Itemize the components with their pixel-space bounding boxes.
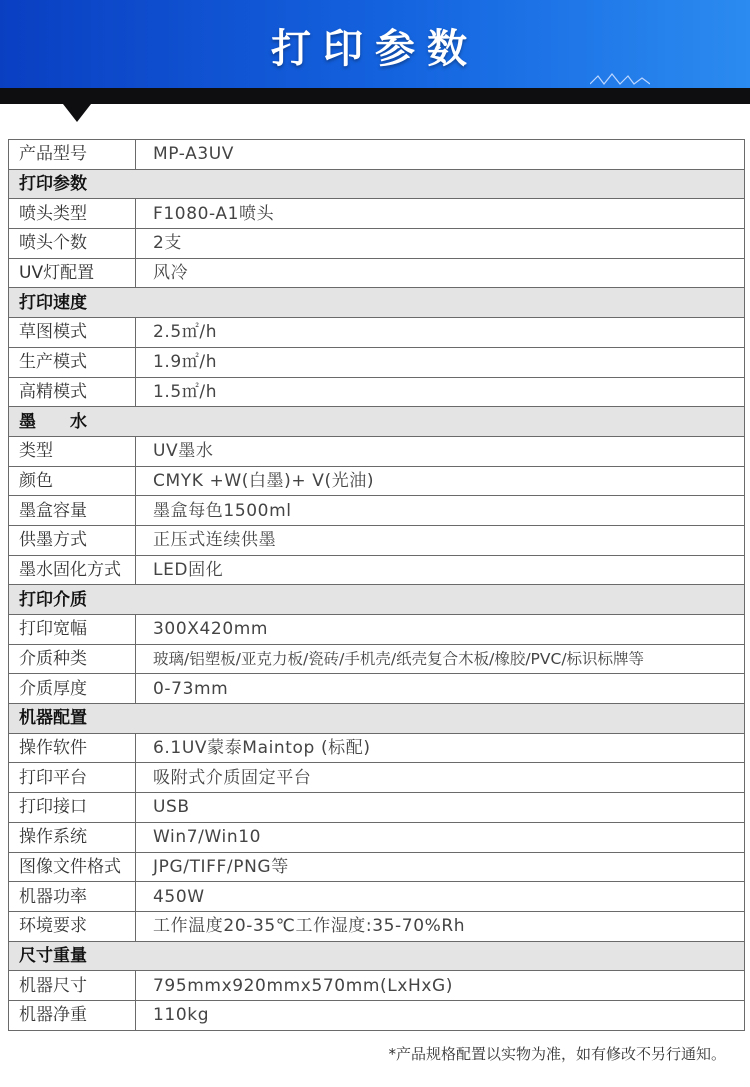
spec-row bbox=[9, 199, 745, 229]
spec-value: 玻璃/铝塑板/亚克力板/瓷砖/手机壳/纸壳复合木板/橡胶/PVC/标识标牌等 bbox=[136, 644, 745, 674]
spec-value: Win7/Win10 bbox=[136, 822, 745, 852]
spec-key: 生产模式 bbox=[9, 347, 136, 377]
section-title: 尺寸重量 bbox=[9, 941, 745, 971]
header-notch-icon bbox=[63, 104, 91, 122]
spec-key: 操作系统 bbox=[9, 822, 136, 852]
spec-value: MP-A3UV bbox=[136, 140, 745, 170]
spec-value: 吸附式介质固定平台 bbox=[136, 763, 745, 793]
spec-value: USB bbox=[136, 793, 745, 823]
spec-key: 操作软件 bbox=[9, 733, 136, 763]
spec-value: LED固化 bbox=[136, 555, 745, 585]
spec-value: CMYK +W(白墨)+ V(光油) bbox=[136, 466, 745, 496]
page-header bbox=[0, 0, 750, 88]
spec-value: 正压式连续供墨 bbox=[136, 525, 745, 555]
section-title: 墨 水 bbox=[9, 407, 745, 437]
spec-value: 墨盒每色1500ml bbox=[136, 496, 745, 526]
section-title: 机器配置 bbox=[9, 704, 745, 734]
footnote: *产品规格配置以实物为准，如有修改不另行通知。 bbox=[388, 1045, 726, 1063]
spec-row bbox=[9, 229, 745, 259]
section-title: 打印速度 bbox=[9, 288, 745, 318]
spec-key: 打印接口 bbox=[9, 793, 136, 823]
spec-value: 6.1UV蒙泰Maintop (标配) bbox=[136, 733, 745, 763]
spec-row bbox=[9, 377, 745, 407]
spec-key: 打印宽幅 bbox=[9, 615, 136, 645]
spec-value: 0-73mm bbox=[136, 674, 745, 704]
spec-value: 300X420mm bbox=[136, 615, 745, 645]
spec-value: 795mmx920mmx570mm(LxHxG) bbox=[136, 971, 745, 1001]
spec-row bbox=[9, 140, 745, 170]
spec-row bbox=[9, 525, 745, 555]
spec-value: UV墨水 bbox=[136, 436, 745, 466]
spec-key: 喷头个数 bbox=[9, 229, 136, 259]
spec-key: 介质厚度 bbox=[9, 674, 136, 704]
spec-key: 高精模式 bbox=[9, 377, 136, 407]
section-header-row bbox=[9, 169, 745, 199]
spec-key: 墨水固化方式 bbox=[9, 555, 136, 585]
spec-value: 450W bbox=[136, 882, 745, 912]
spec-value: 110kg bbox=[136, 1000, 745, 1030]
spec-value: 风冷 bbox=[136, 258, 745, 288]
spec-row bbox=[9, 763, 745, 793]
spec-value: JPG/TIFF/PNG等 bbox=[136, 852, 745, 882]
spec-key: 产品型号 bbox=[9, 140, 136, 170]
section-title: 打印介质 bbox=[9, 585, 745, 615]
spec-row bbox=[9, 1000, 745, 1030]
spec-row bbox=[9, 822, 745, 852]
spec-row bbox=[9, 793, 745, 823]
spec-row bbox=[9, 496, 745, 526]
spec-row bbox=[9, 733, 745, 763]
spec-row bbox=[9, 911, 745, 941]
spec-key: 草图模式 bbox=[9, 318, 136, 348]
section-title: 打印参数 bbox=[9, 169, 745, 199]
spec-row bbox=[9, 882, 745, 912]
spec-row bbox=[9, 674, 745, 704]
spec-row bbox=[9, 258, 745, 288]
spec-row bbox=[9, 347, 745, 377]
section-header-row bbox=[9, 288, 745, 318]
spec-key: 图像文件格式 bbox=[9, 852, 136, 882]
section-header-row bbox=[9, 407, 745, 437]
spec-value: 2.5㎡/h bbox=[136, 318, 745, 348]
spec-row bbox=[9, 644, 745, 674]
spec-key: 供墨方式 bbox=[9, 525, 136, 555]
spec-key: 介质种类 bbox=[9, 644, 136, 674]
spec-key: 机器净重 bbox=[9, 1000, 136, 1030]
spec-value: 工作温度20-35℃工作湿度:35-70%Rh bbox=[136, 911, 745, 941]
spec-row bbox=[9, 852, 745, 882]
spec-key: 机器功率 bbox=[9, 882, 136, 912]
section-header-row bbox=[9, 585, 745, 615]
spec-table bbox=[8, 139, 745, 1031]
page-title: 打印参数 bbox=[271, 26, 479, 72]
section-header-row bbox=[9, 704, 745, 734]
spec-row bbox=[9, 318, 745, 348]
spec-key: UV灯配置 bbox=[9, 258, 136, 288]
spec-row bbox=[9, 971, 745, 1001]
spec-row bbox=[9, 615, 745, 645]
section-header-row bbox=[9, 941, 745, 971]
spec-key: 喷头类型 bbox=[9, 199, 136, 229]
spec-key: 机器尺寸 bbox=[9, 971, 136, 1001]
wave-decoration-icon bbox=[590, 72, 650, 86]
spec-key: 墨盒容量 bbox=[9, 496, 136, 526]
spec-key: 颜色 bbox=[9, 466, 136, 496]
spec-value: 2支 bbox=[136, 229, 745, 259]
spec-key: 打印平台 bbox=[9, 763, 136, 793]
header-divider-bar bbox=[0, 88, 750, 104]
spec-value: F1080-A1喷头 bbox=[136, 199, 745, 229]
spec-key: 环境要求 bbox=[9, 911, 136, 941]
spec-key: 类型 bbox=[9, 436, 136, 466]
spec-value: 1.5㎡/h bbox=[136, 377, 745, 407]
spec-row bbox=[9, 466, 745, 496]
spec-row bbox=[9, 555, 745, 585]
spec-value: 1.9㎡/h bbox=[136, 347, 745, 377]
spec-row bbox=[9, 436, 745, 466]
